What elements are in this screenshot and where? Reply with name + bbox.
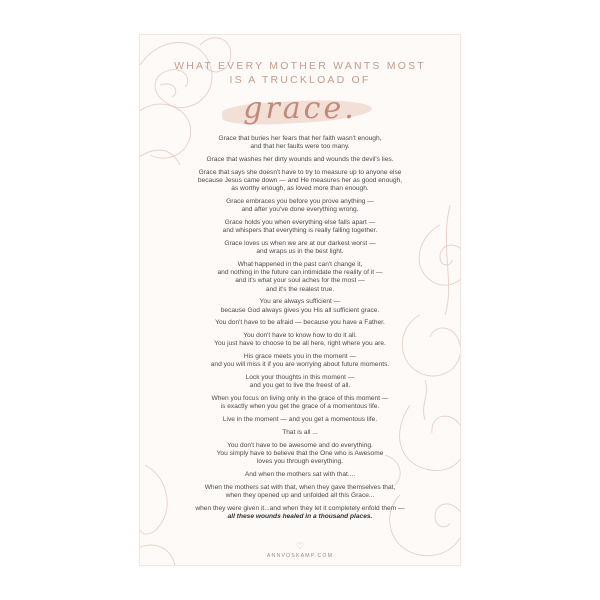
poem-line: and that her faults were too many. — [250, 143, 350, 151]
poem-line: and wraps us in the best light. — [256, 248, 344, 256]
poem-line: because Jesus came down — and He measures her as good enough, — [197, 177, 403, 184]
poem-line: Grace holds you when everything else falls apart — — [224, 219, 376, 226]
poem-closing-emphasis: all these wounds healed in a thousand places. — [227, 513, 373, 520]
poem-line: when they opened up and unfolded all this Grace... — [225, 492, 375, 499]
poem-stanza — [168, 429, 432, 437]
header-line-1: WHAT EVERY MOTHER WANTS MOST — [174, 60, 426, 72]
poem-line: When you focus on living only in the grace of this moment — — [211, 395, 389, 403]
poem-final-stanza — [168, 505, 432, 521]
poem-line: What happened in the past can't change it, — [237, 261, 363, 268]
poem-stanza — [168, 484, 432, 500]
poem-line: and you get to live the freest of all. — [249, 382, 351, 390]
poem-line: Grace that washes her dirty wounds and wounds the devil's lies. — [206, 156, 394, 163]
poem-body — [168, 135, 432, 526]
poem-line: Grace that buries her fears that her faith wasn't enough, — [218, 135, 382, 142]
grace-card — [140, 35, 460, 565]
header-line-2: IS A TRUCKLOAD OF — [229, 74, 371, 86]
poem-stanza — [168, 169, 432, 194]
poem-line: is exactly when you get the grace of a momentous life. — [220, 403, 380, 411]
poem-line: and nothing in the future can intimidate the reality of it — — [217, 269, 383, 277]
poem-line: because God always gives you His all sufficient grace. — [220, 306, 380, 314]
heart-icon: ♡ — [295, 542, 305, 552]
poem-stanza — [168, 471, 432, 479]
poem-stanza — [168, 135, 432, 151]
poem-stanza — [168, 442, 432, 467]
poem-line: When the mothers sat with that, when they gave themselves that, — [204, 483, 396, 491]
poem-line: Live in the moment — and you get a momentous life. — [222, 416, 378, 424]
poem-stanza — [168, 156, 432, 164]
poem-line: and after you've done everything wrong. — [241, 206, 359, 214]
card-header — [140, 59, 460, 87]
poem-line: and you will miss it if you are worrying about future moments. — [210, 361, 390, 369]
poem-line: Lock your thoughts in this moment — — [245, 374, 355, 382]
poem-stanza — [168, 395, 432, 411]
poem-line: and it's what your soul aches for the most — — [235, 277, 365, 285]
poem-stanza — [168, 240, 432, 256]
grace-title — [140, 89, 460, 129]
poem-stanza — [168, 353, 432, 369]
poem-line: as worthy enough, as loved more than enough. — [231, 185, 369, 193]
poem-line: loves you through everything. — [256, 458, 344, 466]
poem-line: That is all ... — [282, 429, 318, 436]
poem-line: You don't have to be awesome and do everything. — [227, 441, 373, 449]
poem-line: You just have to choose to be all here, right where you are. — [214, 340, 386, 348]
poem-stanza — [168, 416, 432, 424]
poem-line: You are always sufficient — — [259, 298, 341, 306]
poem-stanza — [168, 298, 432, 314]
poem-line: Grace loves us when we are at our darkest worst — — [224, 240, 376, 247]
poem-stanza — [168, 319, 432, 327]
poem-stanza — [168, 198, 432, 214]
poem-line: when they were given it...and when they let it completely enfold them — — [195, 504, 405, 512]
poem-line: Grace embraces you before you prove anything — — [226, 198, 374, 205]
poem-line: And when the mothers sat with that.... — [244, 471, 356, 478]
poem-line: You simply have to believe that the One who is Awesome — [216, 450, 384, 457]
poem-line: Grace that says she doesn't have to try to measure up to anyone else — [198, 168, 402, 176]
grace-word: grace. — [243, 91, 357, 126]
poem-line: and whispers that everything is really falling together. — [222, 227, 378, 235]
poem-line: and it's the realest true. — [265, 285, 335, 293]
poem-stanza — [168, 261, 432, 294]
poem-stanza — [168, 332, 432, 348]
poem-stanza — [168, 219, 432, 235]
website-footer: ANNVOSKAMP.COM — [266, 553, 334, 559]
poem-stanza — [168, 374, 432, 390]
poem-line: His grace meets you in the moment — — [243, 353, 357, 361]
poem-line: You don't have to be afraid — because you have a Father. — [215, 319, 385, 327]
poem-line: You don't have to know how to do it all. — [243, 332, 357, 340]
